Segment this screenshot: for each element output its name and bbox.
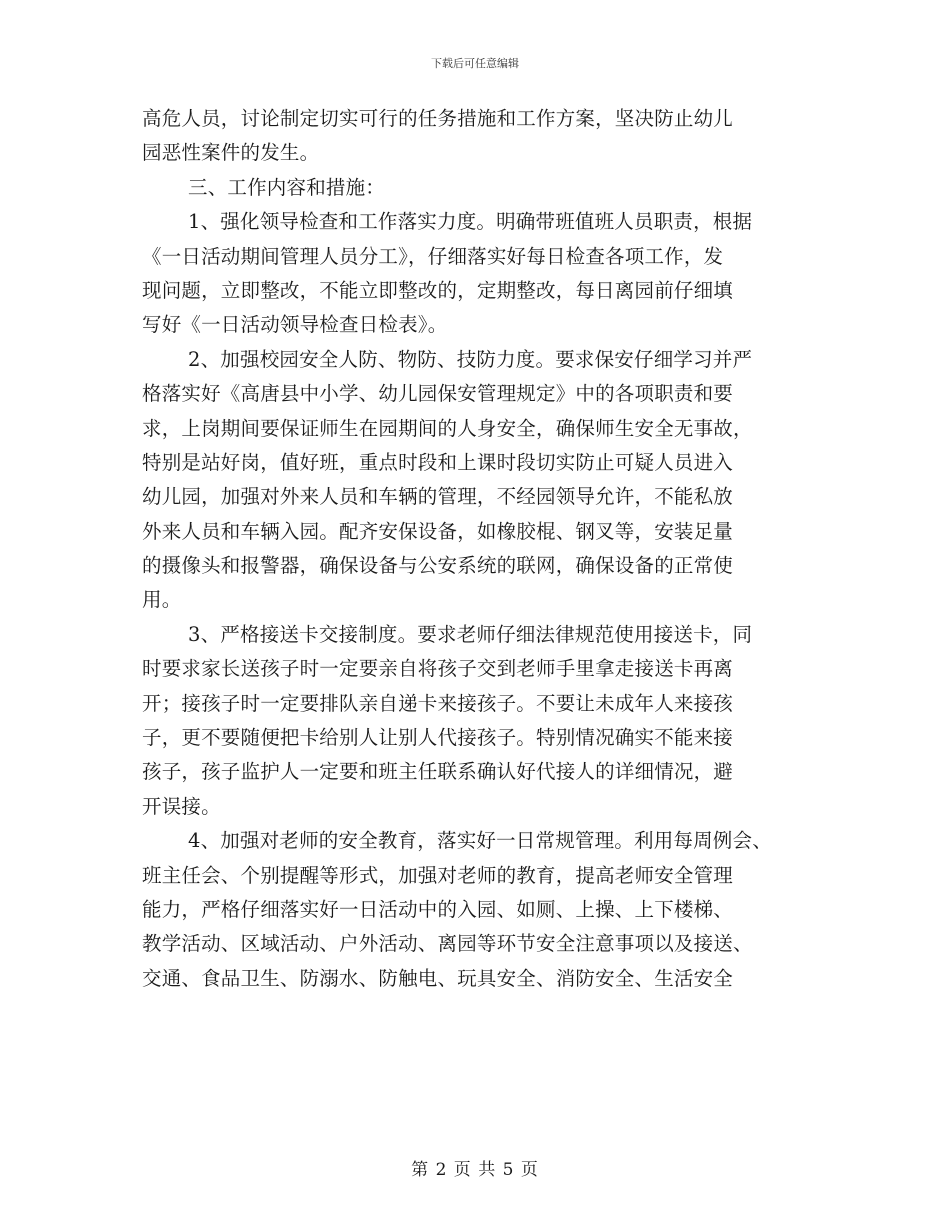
text-line: 特别是站好岗，值好班，重点时段和上课时段切实防止可疑人员进入 (142, 450, 734, 474)
text-line: 写好《一日活动领导检查日检表》。 (142, 313, 448, 337)
text-line: 3、严格接送卡交接制度。要求老师仔细法律规范使用接送卡，同 (188, 622, 753, 646)
text-line: 外来人员和车辆入园。配齐安保设备，如橡胶棍、钢叉等，安装足量 (142, 519, 734, 543)
text-line: 开误接。 (142, 794, 221, 818)
text-line: 教学活动、区域活动、户外活动、离园等环节安全注意事项以及接送、 (142, 932, 753, 956)
text-line: 求，上岗期间要保证师生在园期间的人身安全，确保师生安全无事故， (142, 416, 753, 440)
text-line: 用。 (142, 588, 182, 612)
text-line: 的摄像头和报警器，确保设备与公安系统的联网，确保设备的正常使 (142, 554, 734, 578)
text-line: 现问题，立即整改，不能立即整改的，定期整改，每日离园前仔细填 (142, 278, 734, 302)
text-line: 开；接孩子时一定要排队亲自递卡来接孩子。不要让未成年人来接孩 (142, 691, 734, 715)
section-heading: 三、工作内容和措施： (188, 175, 386, 199)
document-body (142, 102, 822, 996)
text-line: 《一日活动期间管理人员分工》，仔细落实好每日检查各项工作，发 (142, 244, 724, 268)
text-line: 孩子，孩子监护人一定要和班主任联系确认好代接人的详细情况，避 (142, 760, 734, 784)
text-line: 班主任会、个别提醒等形式，加强对老师的教育，提高老师安全管理 (142, 863, 734, 887)
text-line: 时要求家长送孩子时一定要亲自将孩子交到老师手里拿走接送卡再离 (142, 657, 734, 681)
text-line: 子，更不要随便把卡给别人让别人代接孩子。特别情况确实不能来接 (142, 726, 734, 750)
text-line: 格落实好《高唐县中小学、幼儿园保安管理规定》中的各项职责和要 (142, 382, 734, 406)
text-line: 园恶性案件的发生。 (142, 141, 320, 165)
text-line: 2、加强校园安全人防、物防、技防力度。要求保安仔细学习并严 (188, 347, 753, 371)
text-line: 能力，严格仔细落实好一日活动中的入园、如厕、上操、上下楼梯、 (142, 897, 734, 921)
text-line: 1、强化领导检查和工作落实力度。明确带班值班人员职责，根据 (188, 210, 753, 234)
page-number: 第 2 页 共 5 页 (411, 1160, 539, 1180)
text-line: 交通、食品卫生、防溺水、防触电、玩具安全、消防安全、生活安全 (142, 966, 734, 990)
page-header: 下载后可任意编辑 (431, 57, 519, 70)
text-line: 高危人员，讨论制定切实可行的任务措施和工作方案，坚决防止幼儿 (142, 107, 734, 130)
text-line: 4、加强对老师的安全教育，落实好一日常规管理。利用每周例会、 (188, 829, 772, 853)
text-line: 幼儿园，加强对外来人员和车辆的管理，不经园领导允许，不能私放 (142, 485, 734, 509)
